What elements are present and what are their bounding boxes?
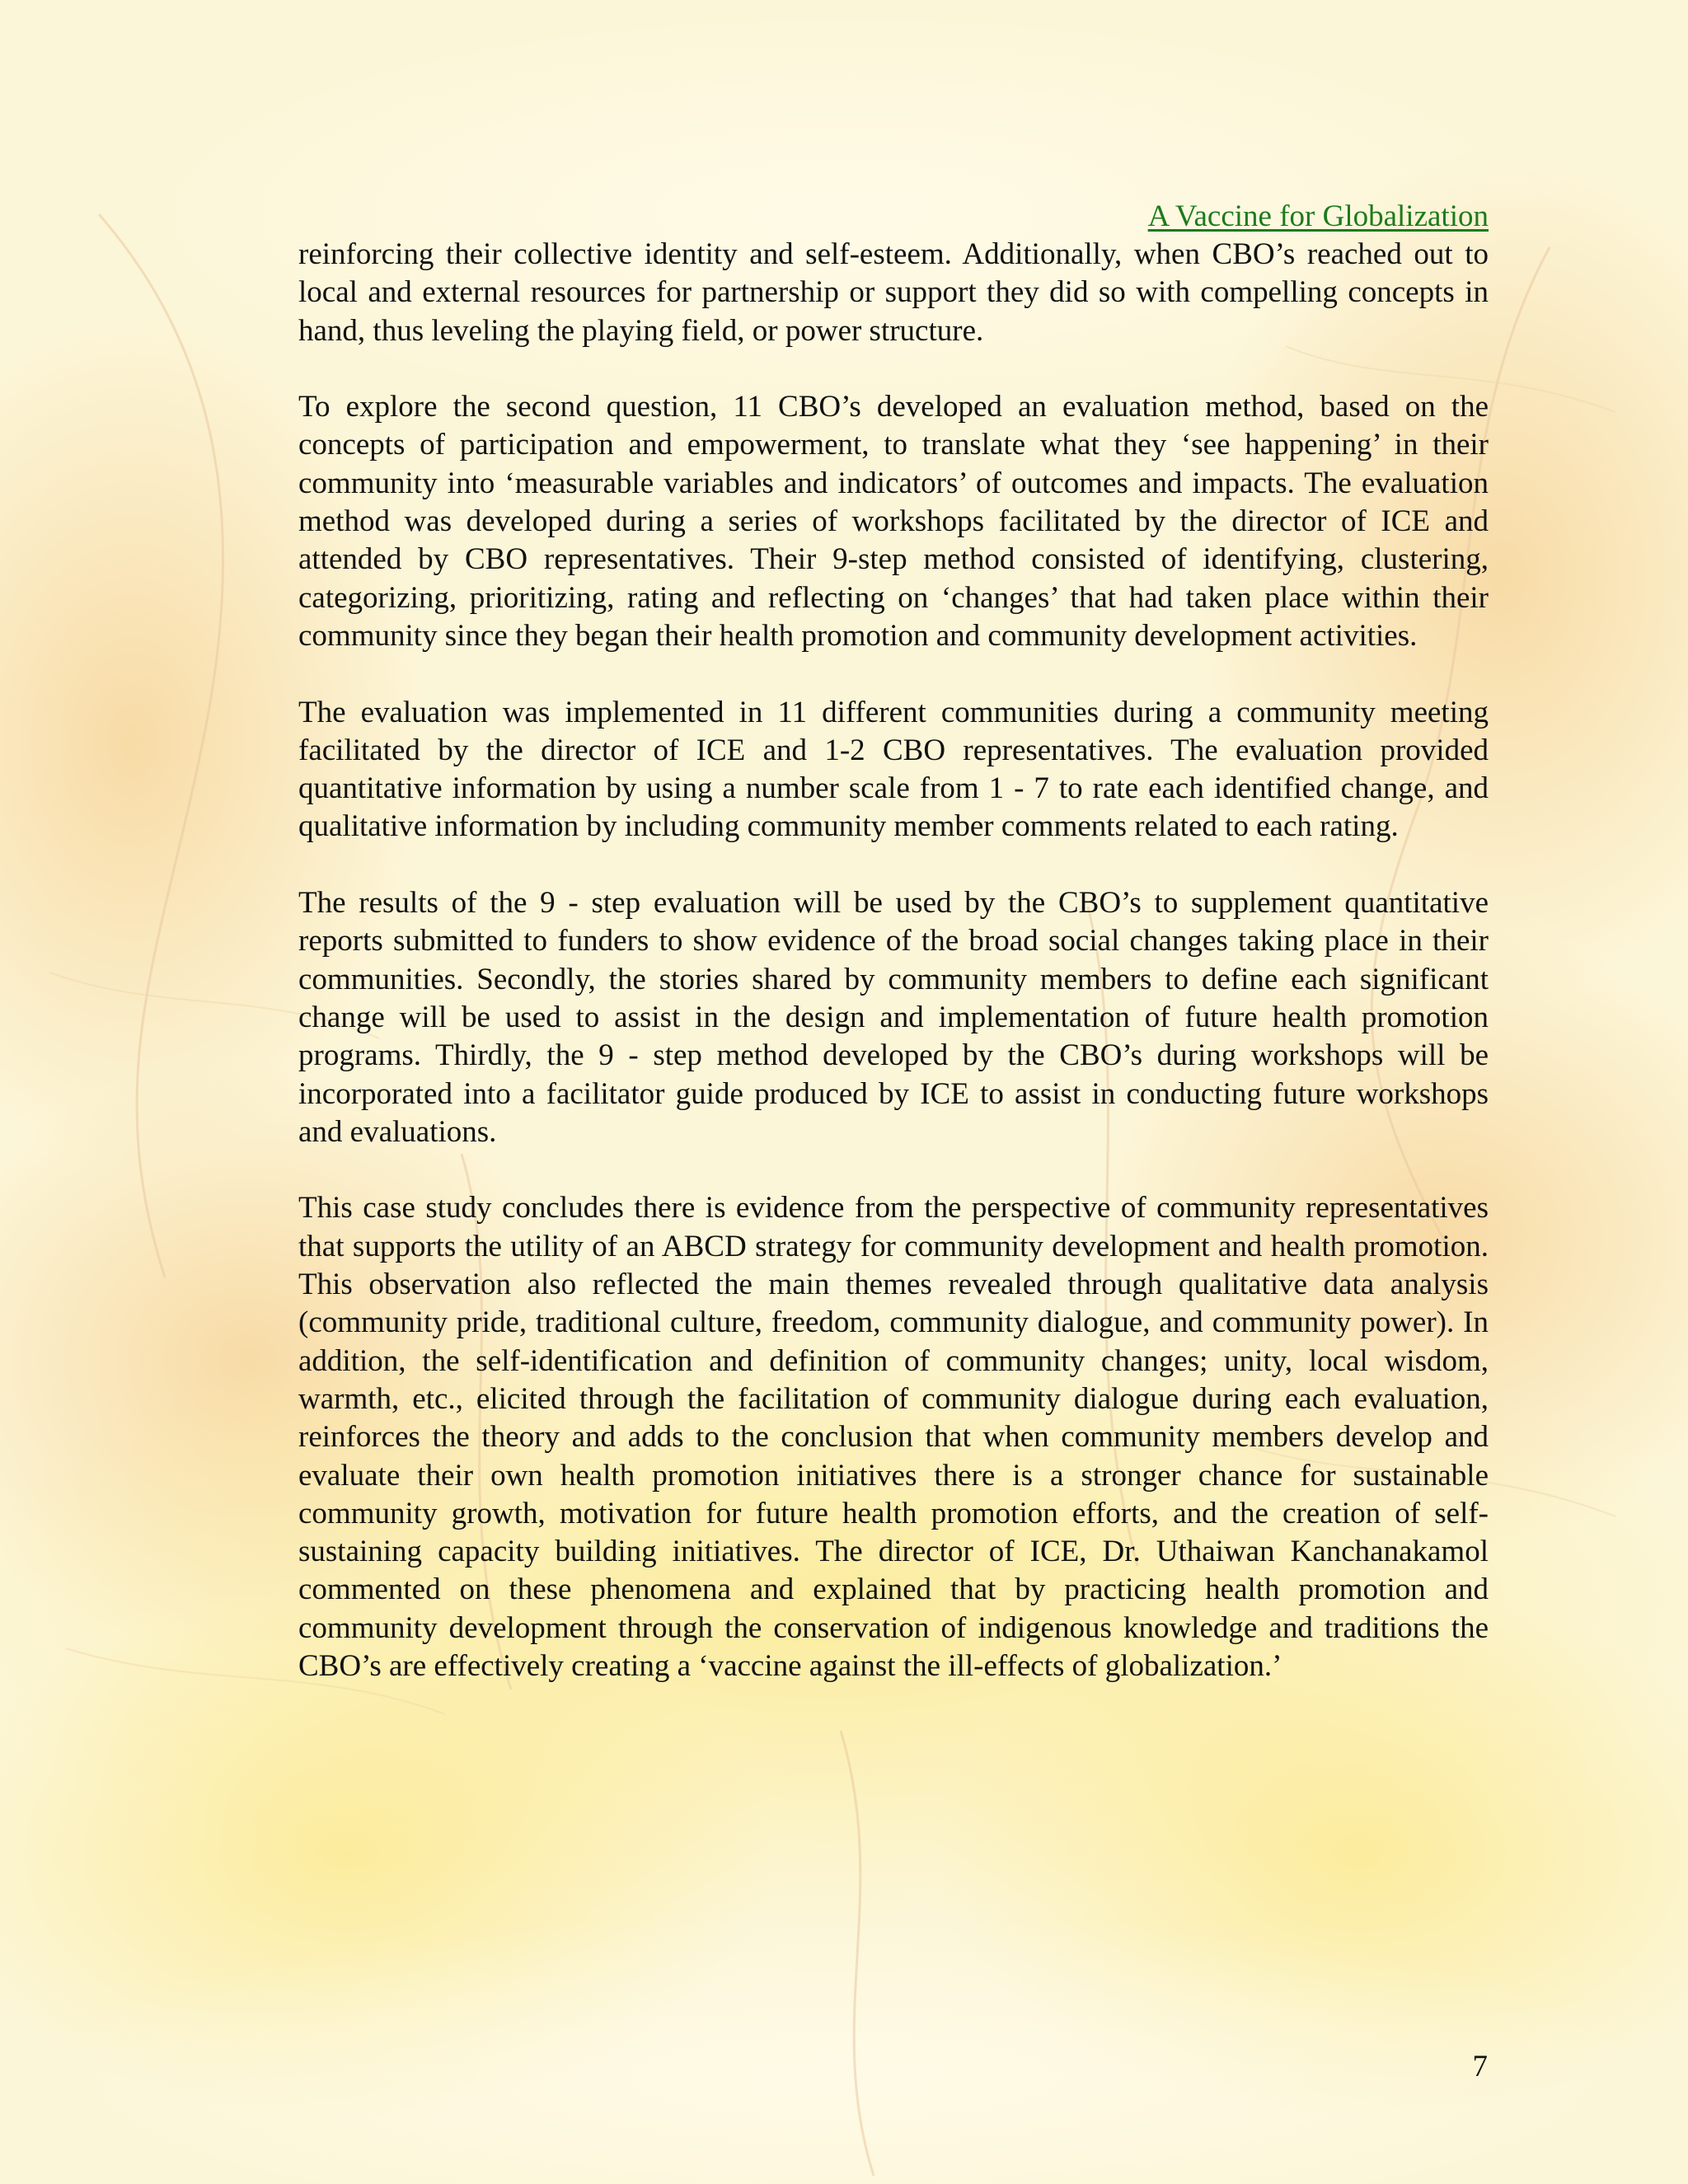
paragraph-3: The evaluation was implemented in 11 different communities during a community meeting facilitated by the director of ICE and 1-2 CBO representatives. The evaluation provided quantitative information by using a number scale from 1 - 7 to rate each identified change, and qualitative information by including community member comments related to each rating. — [298, 695, 1489, 844]
paragraph-1: reinforcing their collective identity and self-esteem. Additionally, when CBO’s reached out to local and external resources for partnership or support they did so with compelling concepts in hand, thus leveling the playing field, or power structure. — [298, 237, 1489, 348]
paragraph-5: This case study concludes there is evidence from the perspective of community representatives that supports the utility of an ABCD strategy for community development and health promotion. This observation also reflected the main themes revealed through qualitative data analysis (community pride, traditional culture, freedom, community dialogue, and community power). In addition, the self-identification and definition of community changes; unity, local wisdom, warmth, etc., elicited through the facilitation of community dialogue during each evaluation, reinforces the theory and adds to the conclusion that when community members develop and evaluate their own health promotion initiatives there is a stronger chance for sustainable community growth, motivation for future health promotion efforts, and the creation of self-sustaining capacity building initiatives. The director of ICE, Dr. Uthaiwan Kanchanakamol commented on these phenomena and explained that by practicing health promotion and community development through the conservation of indigenous knowledge and traditions the CBO’s are effectively creating a ‘vaccine against the ill-effects of globalization.’ — [298, 1191, 1489, 1683]
paragraph-2: To explore the second question, 11 CBO’s developed an evaluation method, based on the concepts of participation and empowerment, to translate what they ‘see happening’ in their community into ‘measurable variables and indicators’ of outcomes and impacts. The evaluation method was developed during a series of workshops facilitated by the director of ICE and attended by CBO representatives. Their 9-step method consisted of identifying, clustering, categorizing, prioritizing, rating and reflecting on ‘changes’ that had taken place within their community since they began their health promotion and community development activities. — [298, 390, 1489, 653]
running-header-title[interactable]: A Vaccine for Globalization — [1147, 199, 1489, 233]
paragraph-4: The results of the 9 - step evaluation will be used by the CBO’s to supplement quantitative reports submitted to funders to show evidence of the broad social changes taking place in their communities. Secondly, the stories shared by community members to define each significant change will be used to assist in the design and implementation of future health promotion programs. Thirdly, the 9 - step method developed by the CBO’s during workshops will be incorporated into a facilitator guide produced by ICE to assist in conducting future workshops and evaluations. — [298, 886, 1489, 1149]
body-text — [298, 236, 1489, 1724]
page-number: 7 — [1472, 2050, 1488, 2083]
